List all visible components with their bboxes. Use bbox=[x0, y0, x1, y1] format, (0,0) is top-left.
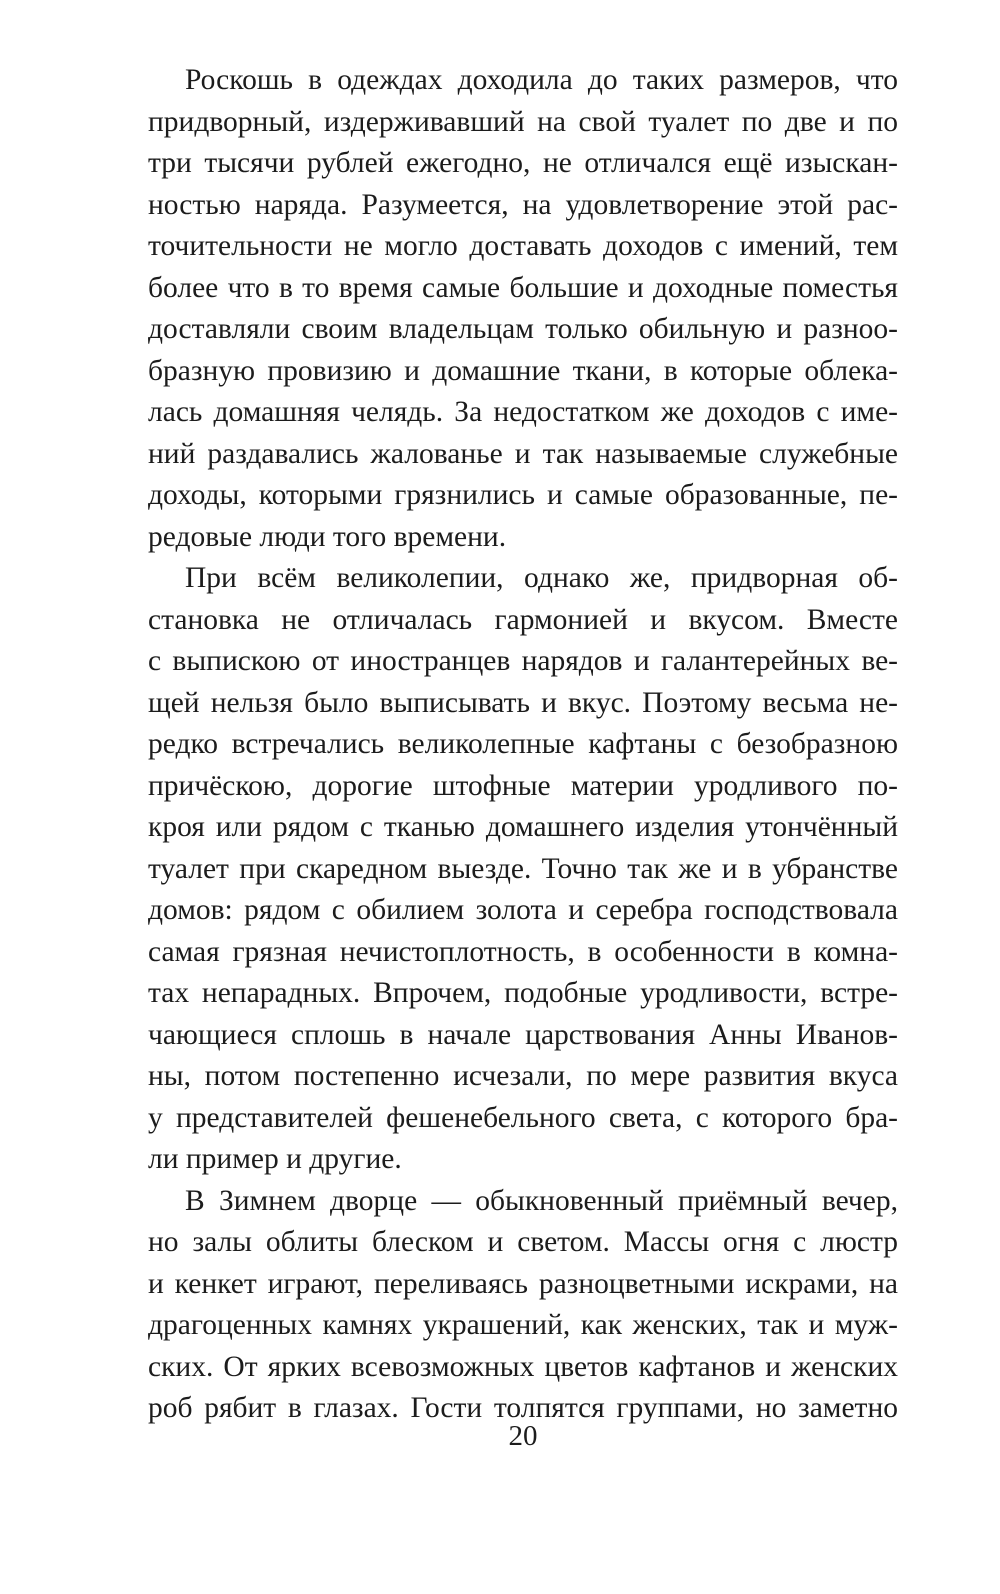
text-line: но залы облиты блеском и светом. Массы огня с люстр bbox=[148, 1226, 898, 1258]
text-line: становка не отличалась гармонией и вкусом. Вместе bbox=[148, 603, 898, 636]
body-text bbox=[148, 60, 898, 1430]
text-line: домов: рядом с обилием золота и серебра господствовала bbox=[148, 894, 898, 926]
text-line: щей нельзя было выписывать и вкус. Поэтому весьма не- bbox=[148, 686, 898, 719]
text-line: доходы, которыми грязнились и самые образованные, пе- bbox=[148, 479, 898, 511]
text-line: три тысячи рублей ежегодно, не отличался ещё изыскан- bbox=[148, 147, 898, 179]
text-line: бразную провизию и домашние ткани, в которые облека- bbox=[148, 354, 898, 387]
page-number: 20 bbox=[508, 1420, 538, 1452]
text-line: роб рябит в глазах. Гости толпятся группами, но заметно bbox=[148, 1392, 898, 1424]
text-line: туалет при скаредном выезде. Точно так же и в убранстве bbox=[148, 852, 898, 885]
text-line: лась домашняя челядь. За недостатком же доходов с име- bbox=[148, 396, 898, 428]
paragraph-2 bbox=[148, 558, 898, 1181]
text-line: ли пример и другие. bbox=[148, 1143, 402, 1175]
text-line: и кенкет играют, переливаясь разноцветными искрами, на bbox=[148, 1267, 898, 1300]
text-line: редовые люди того времени. bbox=[148, 520, 507, 553]
text-line: кроя или рядом с тканью домашнего изделия утончённый bbox=[148, 811, 898, 843]
text-line: точительности не могло доставать доходов с имений, тем bbox=[148, 230, 898, 262]
paragraph-3 bbox=[148, 1181, 898, 1430]
paragraph-1 bbox=[148, 60, 898, 558]
text-line: тах непарадных. Впрочем, подобные уродливости, встре- bbox=[148, 977, 898, 1009]
text-line: самая грязная нечистоплотность, в особенности в комна- bbox=[148, 935, 898, 968]
text-line: придворный, издерживавший на свой туалет по две и по bbox=[148, 105, 898, 138]
text-line: более что в то время самые большие и доходные поместья bbox=[148, 271, 898, 304]
text-line: ны, потом постепенно исчезали, по мере развития вкуса bbox=[148, 1060, 898, 1092]
text-line: редко встречались великолепные кафтаны с безобразною bbox=[148, 728, 898, 760]
text-line: с выпискою от иностранцев нарядов и галантерейных ве- bbox=[148, 645, 898, 677]
text-line: драгоценных камнях украшений, как женских, так и муж- bbox=[148, 1309, 898, 1341]
text-line: причёскою, дорогие штофные материи уродливого по- bbox=[148, 769, 898, 802]
text-line: В Зимнем дворце — обыкновенный приёмный вечер, bbox=[185, 1184, 898, 1217]
text-line: Роскошь в одеждах доходила до таких размеров, что bbox=[185, 64, 898, 96]
text-line: у представителей фешенебельного света, с которого бра- bbox=[148, 1101, 898, 1134]
text-line: доставляли своим владельцам только обильную и разноо- bbox=[148, 313, 898, 345]
text-line: ний раздавались жалованье и так называемые служебные bbox=[148, 437, 898, 470]
text-line: При всём великолепии, однако же, придворная об- bbox=[185, 562, 898, 594]
text-line: ностью наряда. Разумеется, на удовлетворение этой рас- bbox=[148, 188, 898, 221]
text-line: чающиеся сплошь в начале царствования Анны Иванов- bbox=[148, 1018, 898, 1051]
text-line: ских. От ярких всевозможных цветов кафтанов и женских bbox=[148, 1350, 898, 1383]
